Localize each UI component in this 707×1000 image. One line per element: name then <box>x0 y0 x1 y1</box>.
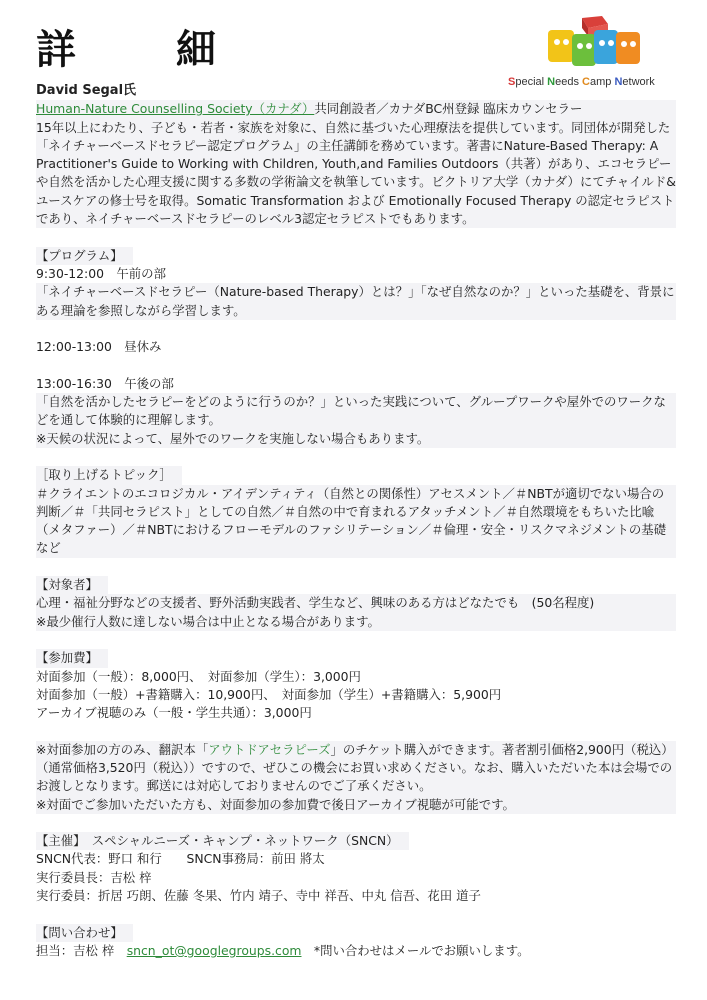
target-note: ※最少催行人数に達しない場合は中止となる場合があります。 <box>36 613 676 631</box>
book-title: アウトドアセラピーズ <box>208 741 331 757</box>
program-pm-note: ※天候の状況によって、屋外でのワークを実施しない場合もあります。 <box>36 430 676 448</box>
topics-text: ＃クライエントのエコロジカル・アイデンティティ（自然との関係性）アセスメント／＃NBTが適切でない場合の判断／＃「共同セラピスト」としての自然／＃自然の中で育まれるアタッチメント／＃自然環境をもちいた比喩（メタファー）／＃NBTにおけるフローモデルのファシリテーション／＃倫理・安全・リスクマネジメントの基礎 など <box>36 485 676 558</box>
fees-heading: 【参加費】 <box>36 649 108 667</box>
program-heading: 【プログラム】 <box>36 247 133 265</box>
topics-heading: ［取り上げるトピック］ <box>36 466 182 484</box>
target-text: 心理・福祉分野などの支援者、野外活動実践者、学生など、興味のある方はどなたでも (50名程度) <box>36 594 676 612</box>
fee-line-2: 対面参加（一般）+書籍購入：10,900円、 対面参加（学生）+書籍購入：5,900円 <box>36 686 502 702</box>
org-link[interactable]: Human-Nature Counselling Society（カナダ） <box>36 101 315 117</box>
organizer-line-1: SNCN代表：野口 和行 SNCN事務局：前田 將太 <box>36 851 325 867</box>
organizer-line-3: 実行委員：折居 巧朗、佐藤 冬果、竹内 靖子、寺中 祥吾、中丸 信吾、花田 道子 <box>36 888 481 904</box>
contact-note: *問い合わせはメールでお願いします。 <box>301 942 530 958</box>
program-am-desc: 「ネイチャーベースドセラピー（Nature-based Therapy）とは？」「なぜ自然なのか？」といった基礎を、背景にある理論を参照しながら学習します。 <box>36 283 676 320</box>
fee-line-1: 対面参加（一般）：8,000円、 対面参加（学生）：3,000円 <box>36 668 361 684</box>
page-title: 詳 細 <box>36 26 246 73</box>
book-note: ※対面参加の方のみ、翻訳本「アウトドアセラピーズ」のチケット購入ができます。著者割引価格2,900円（税込）（通常価格3,520円（税込））ですので、ぜひこの機会にお買い求めください。なお、購入いただいた本は会場でのお渡しとなります。郵送には対応しておりませんのでご了承ください。 <box>36 741 676 796</box>
organizer-heading: 【主催】 スペシャルニーズ・キャンプ・ネットワーク（SNCN） <box>36 832 409 850</box>
program-am-time: 9:30-12:00 午前の部 <box>36 265 166 281</box>
contact-person: 担当：吉松 梓 <box>36 942 127 958</box>
speaker-role: 共同創設者／カナダBC州登録 臨床カウンセラー <box>314 101 583 117</box>
fee-line-3: アーカイブ視聴のみ（一般・学生共通）：3,000円 <box>36 705 312 721</box>
archive-note: ※対面でご参加いただいた方も、対面参加の参加費で後日アーカイブ視聴が可能です。 <box>36 796 676 814</box>
details-page <box>36 26 679 960</box>
speaker-bio: 15年以上にわたり、子ども・若者・家族を対象に、自然に基づいた心理療法を提供しています。同団体が開発した「ネイチャーベースドセラピー認定プログラム」の主任講師を務めています。著書にNature-Based Therapy: A Practitioner's Guide to Working with Children, Youth,and Families Outdoors（共著）があり、エコセラピーや自然を活かした心理支援に関する多数の学術論文を執筆しています。ビクトリア大学（カナダ）にてチャイルド&ユースケアの修士号を取得。Somatic Transformation および Emotionally Focused Therapy の認定セラピストであり、ネイチャーベースドセラピーのレベル3認定セラピストでもあります。 <box>36 119 676 229</box>
organizer-line-2: 実行委員長：吉松 梓 <box>36 869 152 885</box>
speaker-name: David Segal氏 <box>36 83 137 98</box>
program-pm-desc: 「自然を活かしたセラピーをどのように行うのか？」といった実践について、グループワークや屋外でのワークなどを通して体験的に理解します。 <box>36 393 676 430</box>
contact-line <box>36 942 676 960</box>
program-pm-time: 13:00-16:30 午後の部 <box>36 375 174 391</box>
logo-wordmark: Special Needs Camp Network <box>508 76 655 88</box>
contact-heading: 【問い合わせ】 <box>36 924 133 942</box>
contact-email-link[interactable]: sncn_ot@googlegroups.com <box>126 942 302 958</box>
program-lunch: 12:00-13:00 昼休み <box>36 339 162 355</box>
speaker-affiliation <box>36 100 676 118</box>
target-heading: 【対象者】 <box>36 576 108 594</box>
details-content <box>36 82 679 960</box>
